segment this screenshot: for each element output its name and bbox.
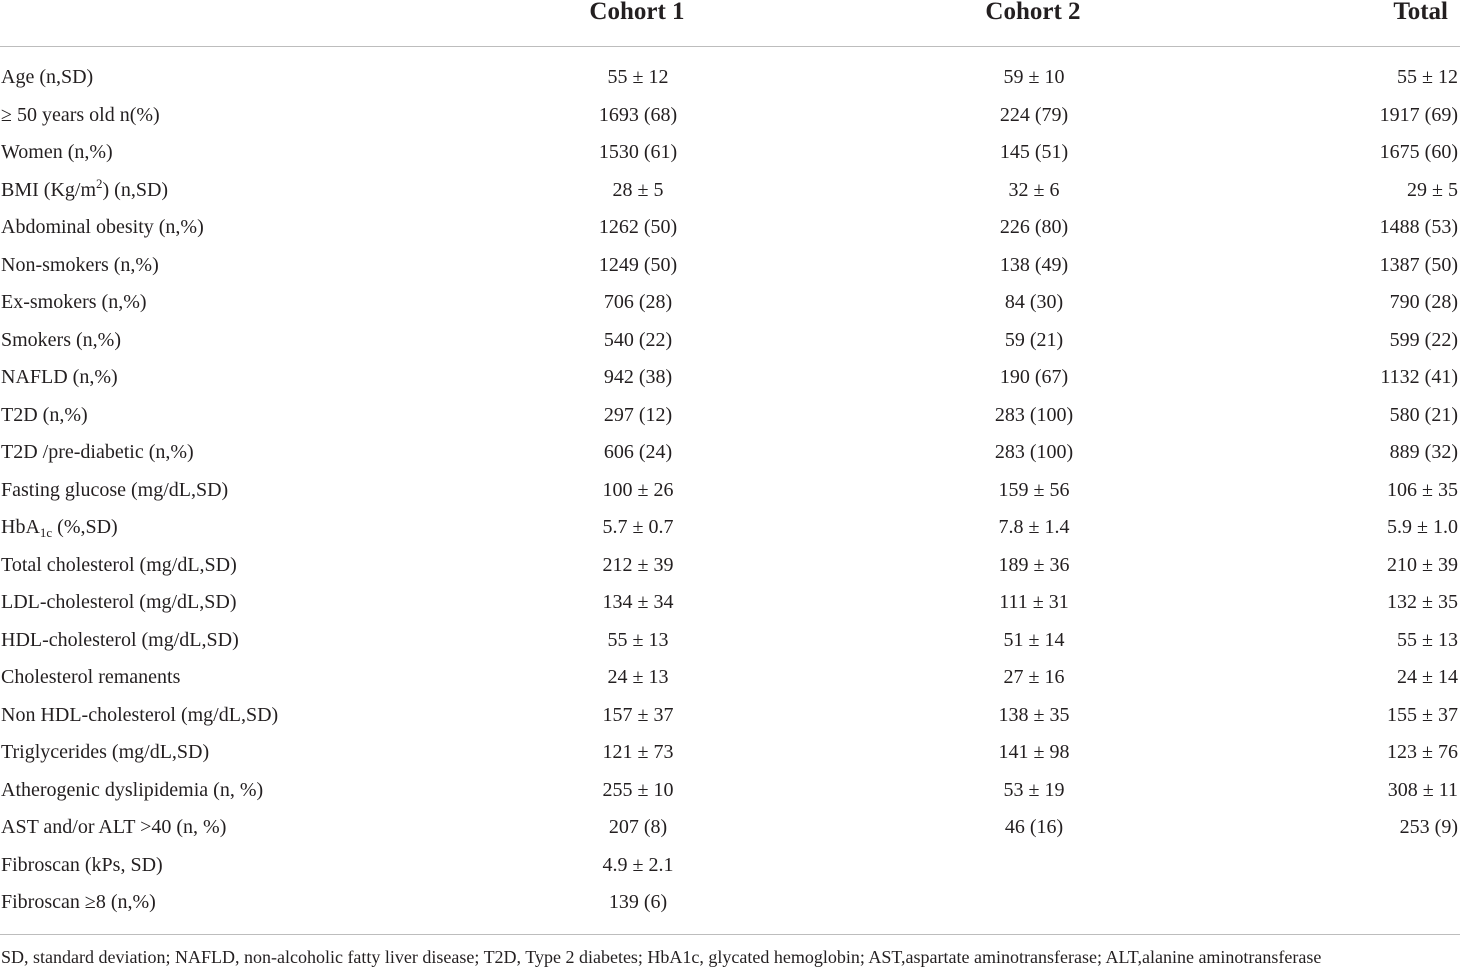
cohort-2-value: 111 ± 31 (999, 591, 1069, 613)
cohort-1-value: 606 (24) (603, 441, 673, 463)
row-label: Non-smokers (n,%) (1, 253, 159, 276)
total-value: 580 (21) (1389, 403, 1458, 426)
total-value: 1488 (53) (1379, 216, 1458, 238)
row-label: T2D (n,%) (1, 403, 88, 426)
row-label-superscript: 2 (96, 175, 103, 191)
header-cohort-1: Cohort 1 (589, 0, 685, 25)
cohort-1-value: 24 ± 13 (607, 666, 669, 688)
total-value: 29 ± 5 (1407, 178, 1458, 201)
cohort-2-value: 189 ± 36 (998, 553, 1070, 576)
row-label: Cholesterol remanents (1, 666, 181, 688)
total-value: 308 ± 11 (1387, 778, 1458, 801)
row-label: LDL-cholesterol (mg/dL,SD) (1, 591, 237, 613)
table-row (0, 322, 1460, 360)
row-label: Abdominal obesity (n,%) (1, 216, 204, 238)
total-value: 55 ± 12 (1397, 66, 1458, 88)
cohort-2-value: 53 ± 19 (1003, 778, 1065, 801)
total-value: 253 (9) (1399, 816, 1458, 838)
cohort-2-value: 138 (49) (999, 253, 1069, 276)
cohort-1-value: 1530 (61) (598, 141, 678, 163)
cohort-2-value: 141 ± 98 (998, 741, 1070, 763)
cohort-1-value: 100 ± 26 (602, 478, 674, 501)
cohort-2-value: 145 (51) (999, 141, 1069, 163)
table-row (0, 659, 1460, 697)
cohort-1-value: 139 (6) (608, 891, 668, 913)
table-row (0, 397, 1460, 435)
table-row (0, 584, 1460, 622)
row-label: Smokers (n,%) (1, 328, 121, 351)
cohort-1-value: 28 ± 5 (612, 178, 664, 201)
total-value: 55 ± 13 (1397, 628, 1458, 651)
total-value: 1132 (41) (1380, 366, 1458, 388)
row-label: Age (n,SD) (1, 66, 94, 88)
row-label: NAFLD (n,%) (1, 366, 118, 388)
cohort-1-value: 55 ± 13 (607, 628, 669, 651)
total-value: 5.9 ± 1.0 (1387, 516, 1458, 538)
table-row (0, 847, 1460, 885)
row-label: Fasting glucose (mg/dL,SD) (1, 478, 229, 501)
table-row (0, 772, 1460, 810)
row-label: HDL-cholesterol (mg/dL,SD) (1, 628, 239, 651)
total-value: 132 ± 35 (1387, 591, 1458, 613)
row-label: Ex-smokers (n,%) (1, 291, 147, 313)
table-row (0, 134, 1460, 172)
cohort-2-value: 159 ± 56 (998, 478, 1070, 501)
cohort-1-value: 297 (12) (603, 403, 673, 426)
row-label (1, 509, 118, 547)
cohort-1-value: 207 (8) (608, 816, 668, 838)
table-row (0, 434, 1460, 472)
cohort-1-value: 706 (28) (603, 291, 673, 313)
table-row (0, 472, 1460, 510)
cohort-1-value: 212 ± 39 (602, 553, 674, 576)
table-row (0, 284, 1460, 322)
cohort-2-value: 224 (79) (999, 103, 1069, 126)
row-label: ≥ 50 years old n(%) (1, 103, 160, 126)
table-row (0, 547, 1460, 585)
cohort-1-value: 134 ± 34 (602, 591, 674, 613)
cohort-1-value: 121 ± 73 (602, 741, 674, 763)
cohort-2-value: 59 (21) (1004, 328, 1064, 351)
total-value: 889 (32) (1389, 441, 1458, 463)
cohort-2-value: 51 ± 14 (1003, 628, 1065, 651)
total-value: 1387 (50) (1379, 253, 1458, 276)
table-row (0, 509, 1460, 547)
total-value: 123 ± 76 (1387, 741, 1458, 763)
row-label: Atherogenic dyslipidemia (n, %) (1, 778, 264, 801)
cohort-1-value: 55 ± 12 (607, 66, 669, 88)
cohort-2-value: 7.8 ± 1.4 (998, 516, 1070, 538)
cohort-1-value: 1249 (50) (598, 253, 678, 276)
cohort-2-value: 84 (30) (1004, 291, 1064, 313)
header-total: Total (1393, 0, 1448, 25)
header-cohort-2: Cohort 2 (985, 0, 1081, 25)
row-label: Fibroscan ≥8 (n,%) (1, 891, 156, 913)
row-label: Triglycerides (mg/dL,SD) (1, 741, 210, 763)
cohort-2-value: 46 (16) (1004, 816, 1064, 838)
row-label: T2D /pre-diabetic (n,%) (1, 441, 194, 463)
table-footnote: SD, standard deviation; NAFLD, non-alcoholic fatty liver disease; T2D, Type 2 diabetes; HbA1c, glycated hemoglobin; AST,aspartate aminotransferase; ALT,alanine aminotransferase (0, 934, 1460, 969)
row-label-text-end: ) (n,SD) (102, 178, 169, 201)
table-row (0, 97, 1460, 135)
cohort-2-value: 283 (100) (994, 441, 1074, 463)
total-value: 790 (28) (1389, 291, 1458, 313)
total-value: 210 ± 39 (1387, 553, 1458, 576)
table-row (0, 359, 1460, 397)
total-value: 155 ± 37 (1387, 703, 1458, 726)
row-label: AST and/or ALT >40 (n, %) (1, 816, 227, 838)
cohort-1-value: 157 ± 37 (602, 703, 674, 726)
table-row (0, 884, 1460, 922)
table-row (0, 209, 1460, 247)
row-label-subscript: 1c (39, 525, 53, 540)
cohort-1-value: 5.7 ± 0.7 (602, 516, 674, 538)
cohort-2-value: 32 ± 6 (1008, 178, 1060, 201)
cohort-1-value: 942 (38) (603, 366, 673, 388)
cohort-1-value: 4.9 ± 2.1 (602, 853, 674, 876)
table-row (0, 734, 1460, 772)
table-row (0, 59, 1460, 97)
table-header (0, 0, 1460, 47)
row-label-text-end: (%,SD) (52, 516, 118, 538)
total-value: 106 ± 35 (1387, 478, 1458, 501)
cohort-2-value: 59 ± 10 (1003, 66, 1065, 88)
cohort-1-value: 1262 (50) (598, 216, 678, 238)
table-row (0, 247, 1460, 285)
table-row (0, 172, 1460, 210)
cohort-2-value: 27 ± 16 (1003, 666, 1065, 688)
row-label-text: HbA (1, 516, 40, 538)
row-label: Women (n,%) (1, 141, 113, 163)
table-body (0, 59, 1460, 922)
table-row (0, 809, 1460, 847)
cohort-1-value: 1693 (68) (598, 103, 678, 126)
total-value: 1675 (60) (1379, 141, 1458, 163)
row-label: Non HDL-cholesterol (mg/dL,SD) (1, 703, 279, 726)
cohort-2-value: 226 (80) (999, 216, 1069, 238)
cohort-2-value: 283 (100) (994, 403, 1074, 426)
total-value: 24 ± 14 (1397, 666, 1458, 688)
table-row (0, 697, 1460, 735)
cohort-1-value: 540 (22) (603, 328, 673, 351)
total-value: 599 (22) (1389, 328, 1458, 351)
row-label: Fibroscan (kPs, SD) (1, 853, 163, 876)
row-label: Total cholesterol (mg/dL,SD) (1, 553, 237, 576)
row-label (1, 172, 168, 210)
cohort-2-value: 190 (67) (999, 366, 1069, 388)
cohort-1-value: 255 ± 10 (602, 778, 674, 801)
cohort-2-value: 138 ± 35 (998, 703, 1070, 726)
total-value: 1917 (69) (1379, 103, 1458, 126)
row-label-text: BMI (Kg/m (1, 178, 96, 201)
table-row (0, 622, 1460, 660)
